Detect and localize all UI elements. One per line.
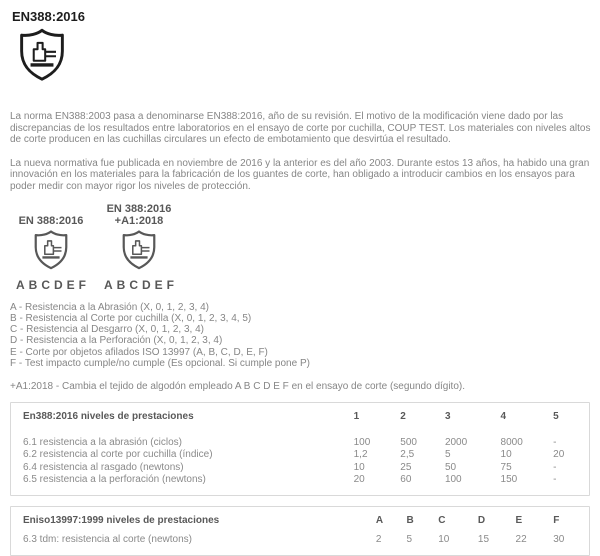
column-header: 2 [400, 411, 406, 423]
row-label: 6.3 tdm: resistencia al corte (newtons) [23, 533, 192, 545]
performance-letters: ABCDEF [104, 277, 178, 292]
table-title: Eniso13997:1999 niveles de prestaciones [23, 515, 220, 527]
table-eniso13997-levels [10, 506, 590, 556]
cell: 50 [444, 461, 457, 473]
pictogram-label [19, 201, 84, 227]
table-row [23, 449, 577, 461]
column-header: 1 [353, 411, 360, 423]
column-header: 5 [553, 411, 559, 423]
en388-shield-icon [15, 27, 590, 88]
pictogram-en388-2016-a1-2018 [100, 201, 178, 292]
cell: 10 [438, 533, 450, 545]
legend-item-puncture: D - Resistencia a la Perforación (X, 0, 1, 2, 3, 4) [10, 335, 223, 347]
en388-a1-2018-shield-icon [119, 229, 159, 276]
cell: - [553, 436, 557, 448]
cell: 22 [515, 533, 527, 545]
cell: - [553, 461, 557, 473]
row-label: 6.2 resistencia al corte por cuchilla (índice) [23, 449, 213, 461]
column-header: 4 [500, 411, 507, 423]
page-title: EN388:2016 [12, 9, 85, 24]
table-row [23, 437, 577, 449]
row-label: 6.5 resistencia a la perforación (newtons) [23, 473, 206, 485]
cell: 75 [500, 461, 512, 473]
table-en388-levels [10, 402, 590, 496]
legend-item-cut: B - Resistencia al Corte por cuchilla (X, 0, 1, 2, 3, 4, 5) [10, 312, 252, 324]
column-header: 3 [444, 411, 451, 423]
pictogram-en388-2016 [12, 201, 90, 292]
cell: 100 [353, 436, 371, 448]
column-header: E [515, 515, 523, 527]
cell: 2 [375, 533, 382, 545]
cell: 10 [500, 449, 512, 461]
column-header: F [553, 515, 560, 527]
cell: - [553, 473, 557, 485]
legend-item-abrasion: A - Resistencia a la Abrasión (X, 0, 1, 2, 3, 4) [10, 301, 209, 313]
column-header: D [477, 515, 486, 527]
performance-letters: ABCDEF [16, 277, 90, 292]
table-title: En388:2016 niveles de prestaciones [23, 411, 194, 423]
cell: 30 [553, 533, 565, 545]
cell: 8000 [500, 436, 523, 448]
pictogram-label-line: +A1:2018 [114, 214, 164, 227]
cell: 15 [477, 533, 490, 545]
amendment-note: +A1:2018 - Cambia el tejido de algodón empleado A B C D E F en el ensayo de corte (segundo dígito). [10, 381, 466, 393]
cell: 500 [400, 436, 417, 448]
pictogram-label-line: EN 388:2016 [106, 202, 172, 215]
performance-legend [10, 302, 590, 370]
cell: 1,2 [353, 449, 368, 461]
pictogram-label [107, 201, 172, 227]
table-row [23, 462, 577, 474]
legend-item-tear: C - Resistencia al Desgarro (X, 0, 1, 2, 3, 4) [10, 324, 204, 336]
en388-2016-shield-icon [31, 229, 71, 276]
column-header: A [375, 515, 384, 527]
legend-item-impact: F - Test impacto cumple/no cumple (Es opcional. Si cumple pone P) [10, 358, 310, 370]
pictogram-label-line: EN 388:2016 [18, 214, 84, 227]
cell: 2000 [444, 436, 468, 448]
column-header: B [406, 515, 414, 527]
cell: 20 [553, 449, 565, 461]
cell: 150 [500, 473, 518, 485]
cell: 60 [400, 473, 412, 485]
row-label: 6.1 resistencia a la abrasión (ciclos) [23, 436, 182, 448]
cell: 25 [400, 461, 412, 473]
cell: 5 [444, 449, 451, 461]
table-header-row [23, 411, 577, 423]
certification-pictograms [12, 201, 590, 292]
cell: 5 [406, 533, 413, 545]
cell: 20 [353, 473, 365, 485]
paragraph-publication: La nueva normativa fue publicada en noviembre de 2016 y la anterior es del año 2003. Durante estos 13 años, ha habido una gran innovación en los materiales para la fabricación de los guantes de corte, han obligado a introducir cambios en los ensayos para poder medir con mayor rigor los niveles de protección. [10, 157, 590, 192]
table-row [23, 534, 577, 546]
row-label: 6.4 resistencia al rasgado (newtons) [23, 461, 184, 473]
paragraph-revision: La norma EN388:2003 pasa a denominarse EN388:2016, año de su revisión. El motivo de la modificación viene dado por las discrepancias de los resultados entre laboratorios en el ensayo de corte por cuchilla, COUP TEST. Los materiales con niveles altos de corte producen en las cuchillas circulares un efecto de embotamiento que desvirtúa el resultado. [10, 111, 591, 146]
table-header-row [23, 515, 577, 527]
column-header: C [438, 515, 446, 527]
legend-item-iso-cut: E - Corte por objetos afilados ISO 13997 (A, B, C, D, E, F) [10, 346, 268, 358]
table-row [23, 474, 577, 486]
cell: 2,5 [400, 449, 415, 461]
cell: 10 [353, 461, 365, 473]
cell: 100 [444, 473, 462, 485]
